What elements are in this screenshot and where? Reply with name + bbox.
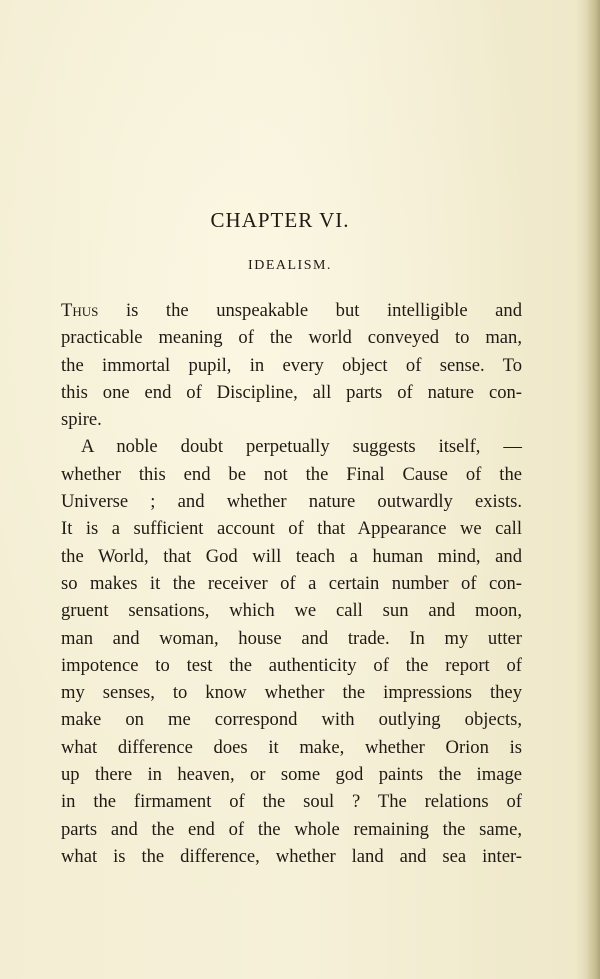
chapter-title: CHAPTER VI. xyxy=(210,208,350,232)
body-text xyxy=(61,297,522,870)
text-line: Thus is the unspeakable but intelligible and xyxy=(61,300,522,321)
text-line: what difference does it make, whether Orion is xyxy=(61,736,522,758)
text-line: It is a sufficient account of that Appearance we call xyxy=(61,518,522,540)
chapter-subtitle: IDEALISM. xyxy=(248,258,332,273)
text-line: the immortal pupil, in every object of sense. To xyxy=(61,354,522,376)
text-line: this one end of Discipline, all parts of nature con- xyxy=(61,381,522,403)
text-line: spire. xyxy=(61,409,102,431)
text-line: make on me correspond with outlying objects, xyxy=(61,709,522,731)
text-line: my senses, to know whether the impressions they xyxy=(61,682,522,704)
text-line: so makes it the receiver of a certain number of con- xyxy=(61,572,522,594)
text-line: what is the difference, whether land and sea inter- xyxy=(61,845,522,867)
paragraph-1 xyxy=(61,297,522,433)
text-line: whether this end be not the Final Cause of the xyxy=(61,463,522,485)
text-line: the World, that God will teach a human mind, and xyxy=(61,545,522,567)
paragraph-2 xyxy=(61,433,522,870)
text-line: A noble doubt perpetually suggests itself, — xyxy=(81,436,522,458)
text-line: in the firmament of the soul ? The relations of xyxy=(61,791,522,813)
text-line: impotence to test the authenticity of the report of xyxy=(61,654,522,676)
text-line: Universe ; and whether nature outwardly exists. xyxy=(61,491,522,513)
text-line: practicable meaning of the world conveyed to man, xyxy=(61,327,522,349)
text-line: man and woman, house and trade. In my utter xyxy=(61,627,522,649)
page-edge xyxy=(586,0,600,979)
text-line: gruent sensations, which we call sun and moon, xyxy=(61,600,522,622)
text-line: parts and the end of the whole remaining the same, xyxy=(61,818,522,840)
text-line: up there in heaven, or some god paints the image xyxy=(61,764,522,786)
